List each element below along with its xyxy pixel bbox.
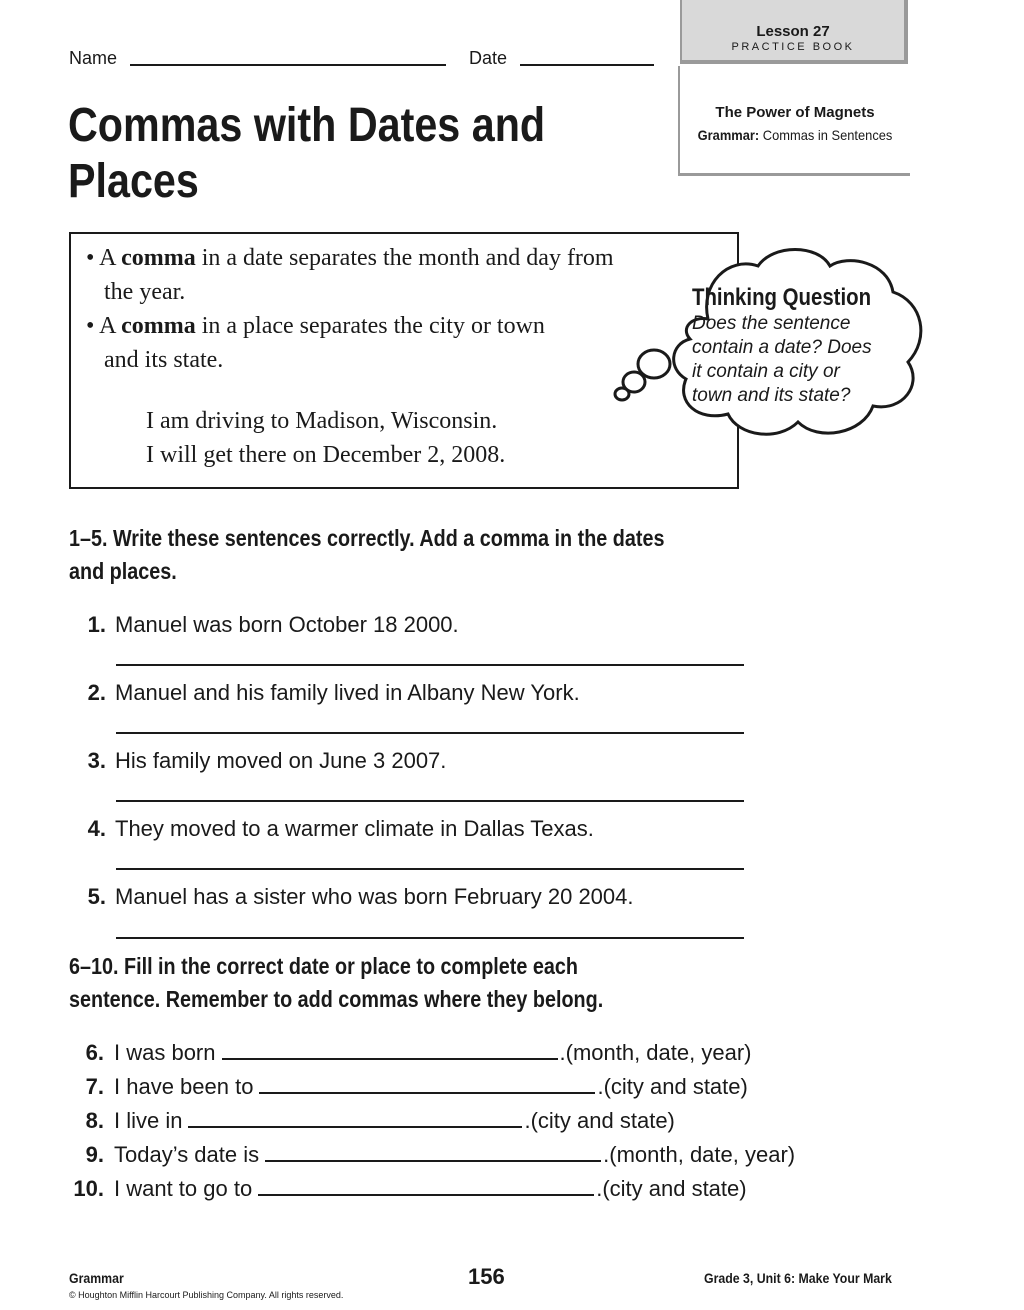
answer-line[interactable] bbox=[116, 937, 744, 939]
lesson-tab bbox=[680, 0, 908, 64]
practice-book-label: PRACTICE BOOK bbox=[731, 41, 855, 53]
directions-line: sentence. Remember to add commas where they belong. bbox=[69, 986, 604, 1012]
fill-in-hint: .(month, date, year) bbox=[559, 1040, 752, 1065]
thinking-question-line: town and its state? bbox=[692, 385, 851, 406]
directions-part-1 bbox=[69, 522, 664, 588]
copyright-notice: © Houghton Mifflin Harcourt Publishing Company. All rights reserved. bbox=[69, 1290, 344, 1300]
example-sentence-1: I am driving to Madison, Wisconsin. bbox=[146, 408, 498, 434]
rule-text: • A bbox=[86, 313, 122, 339]
fill-in-hint: .(city and state) bbox=[524, 1108, 675, 1133]
example-sentence-2: I will get there on December 2, 2008. bbox=[146, 442, 506, 468]
page-title-line1: Commas with Dates and bbox=[68, 99, 546, 152]
thinking-question-line: it contain a city or bbox=[692, 361, 840, 382]
fill-in-hint: .(city and state) bbox=[596, 1176, 747, 1201]
item-number: 9. bbox=[85, 1142, 104, 1167]
fill-in-prompt: I have been to bbox=[114, 1074, 254, 1099]
answer-line[interactable] bbox=[116, 800, 744, 802]
lesson-info-box bbox=[678, 66, 910, 176]
item-number: 6. bbox=[85, 1040, 104, 1065]
item-number: 7. bbox=[85, 1074, 104, 1099]
fill-in-row bbox=[60, 1104, 675, 1134]
date-line[interactable] bbox=[520, 64, 654, 66]
date-label: Date bbox=[469, 48, 508, 68]
fill-in-row bbox=[60, 1138, 795, 1168]
item-sentence: Manuel and his family lived in Albany New York. bbox=[115, 680, 580, 705]
fill-in-prompt: I was born bbox=[114, 1040, 216, 1065]
name-label: Name bbox=[69, 48, 118, 68]
story-title: The Power of Magnets bbox=[715, 104, 875, 121]
fill-in-row bbox=[60, 1172, 747, 1202]
thinking-question-line: Does the sentence bbox=[692, 313, 851, 334]
fill-in-hint: .(month, date, year) bbox=[603, 1142, 796, 1167]
item-sentence: They moved to a warmer climate in Dallas Texas. bbox=[115, 816, 594, 841]
fill-in-prompt: I want to go to bbox=[114, 1176, 253, 1201]
thinking-question-title: Thinking Question bbox=[692, 284, 872, 311]
directions-part-2 bbox=[69, 950, 603, 1016]
item-sentence: Manuel has a sister who was born February 20 2004. bbox=[115, 884, 634, 909]
fill-in-row bbox=[60, 1070, 748, 1100]
footer-subject: Grammar bbox=[69, 1270, 124, 1286]
fill-in-blank[interactable] bbox=[222, 1058, 558, 1060]
fill-in-blank[interactable] bbox=[188, 1126, 522, 1128]
directions-line: and places. bbox=[69, 558, 177, 584]
item-number: 3. bbox=[87, 748, 106, 773]
fill-in-blank[interactable] bbox=[259, 1092, 595, 1094]
directions-line: 6–10. Fill in the correct date or place to complete each bbox=[69, 953, 578, 979]
grammar-topic-line bbox=[689, 127, 901, 143]
fill-in-hint: .(city and state) bbox=[597, 1074, 748, 1099]
page-title bbox=[68, 98, 601, 210]
thinking-question-line: contain a date? Does bbox=[692, 337, 872, 358]
fill-in-prompt: I live in bbox=[114, 1108, 183, 1133]
answer-line[interactable] bbox=[116, 732, 744, 734]
name-line[interactable] bbox=[130, 64, 446, 66]
footer-unit: Grade 3, Unit 6: Make Your Mark bbox=[704, 1270, 892, 1286]
fill-in-blank[interactable] bbox=[258, 1194, 594, 1196]
item-sentence: His family moved on June 3 2007. bbox=[115, 748, 447, 773]
directions-line: 1–5. Write these sentences correctly. Add a comma in the dates bbox=[69, 525, 665, 551]
rule-text: in a place separates the city or town bbox=[195, 313, 545, 339]
rule-bullet-1-cont: the year. bbox=[104, 279, 186, 305]
item-number: 8. bbox=[85, 1108, 104, 1133]
page-title-line2: Places bbox=[68, 155, 199, 208]
lesson-number: Lesson 27 bbox=[756, 23, 830, 40]
item-number: 2. bbox=[87, 680, 106, 705]
item-number: 1. bbox=[87, 612, 106, 637]
grammar-label: Grammar: bbox=[697, 127, 760, 143]
rule-text: in a date separates the month and day from bbox=[195, 245, 614, 271]
rule-keyword: comma bbox=[121, 245, 196, 271]
rule-bullet-2 bbox=[86, 309, 545, 343]
item-number: 4. bbox=[87, 816, 106, 841]
grammar-topic: Commas in Sentences bbox=[762, 127, 893, 143]
rule-bullet-1 bbox=[86, 241, 614, 275]
item-number: 10. bbox=[73, 1176, 104, 1201]
fill-in-row bbox=[60, 1036, 751, 1066]
page-number: 156 bbox=[468, 1264, 505, 1289]
item-sentence: Manuel was born October 18 2000. bbox=[115, 612, 459, 637]
answer-line[interactable] bbox=[116, 868, 744, 870]
rule-bullet-2-cont: and its state. bbox=[104, 347, 224, 373]
item-number: 5. bbox=[87, 884, 106, 909]
rule-keyword: comma bbox=[121, 313, 196, 339]
answer-line[interactable] bbox=[116, 664, 744, 666]
rule-text: • A bbox=[86, 245, 122, 271]
fill-in-prompt: Today’s date is bbox=[114, 1142, 260, 1167]
fill-in-blank[interactable] bbox=[265, 1160, 601, 1162]
